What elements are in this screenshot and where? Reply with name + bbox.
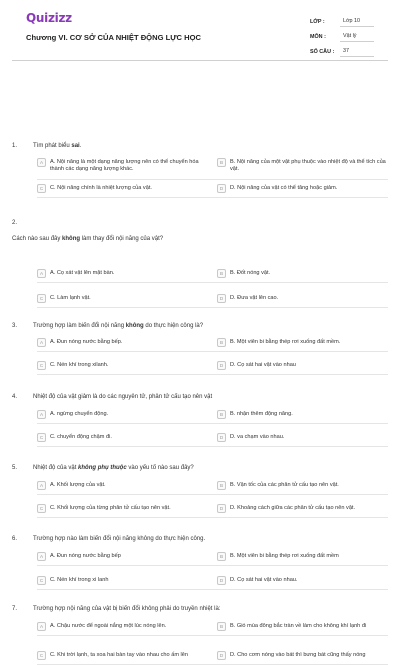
question-number: 7. xyxy=(12,606,18,612)
option-letter-box: A xyxy=(37,269,46,278)
header-divider xyxy=(12,60,388,61)
option-letter-box: C xyxy=(37,651,46,660)
option-letter-box: B xyxy=(217,410,226,419)
meta-value: Lớp 10 xyxy=(340,16,374,27)
question-number: 2. xyxy=(12,220,18,226)
question-1 xyxy=(12,142,388,191)
option-letter-box: C xyxy=(37,294,46,303)
question-text-end: vào yếu tố nào sau đây? xyxy=(126,465,194,471)
option-letter-box: D xyxy=(217,184,226,193)
question-head xyxy=(12,219,388,243)
row-divider xyxy=(37,517,388,518)
question-list xyxy=(12,126,388,662)
question-text-start: Tìm phát biểu xyxy=(33,143,72,149)
option-text: D. va chạm vào nhau. xyxy=(230,433,285,440)
option-text: B. Gió mùa đông bắc tràn về làm cho không khí lạnh đi xyxy=(230,622,367,629)
option-text: C. chuyển động chậm đi. xyxy=(50,433,112,440)
question-text xyxy=(33,393,388,401)
option-a[interactable] xyxy=(37,338,207,347)
question-5 xyxy=(12,464,388,511)
option-letter-box: D xyxy=(217,294,226,303)
option-letter-box: B xyxy=(217,158,226,167)
meta-box xyxy=(310,14,374,59)
option-letter-box: B xyxy=(217,552,226,561)
option-letter-box: A xyxy=(37,410,46,419)
question-head xyxy=(12,393,388,401)
option-letter-box: D xyxy=(217,504,226,513)
row-divider xyxy=(37,423,388,424)
question-6 xyxy=(12,535,388,583)
option-letter-box: B xyxy=(217,481,226,490)
option-letter-box: A xyxy=(37,338,46,347)
option-c[interactable] xyxy=(37,184,207,193)
question-head xyxy=(12,464,388,472)
option-text: C. Làm lạnh vật. xyxy=(50,294,91,301)
meta-value: 37 xyxy=(340,46,374,57)
row-divider xyxy=(37,589,388,590)
option-letter-box: A xyxy=(37,552,46,561)
question-text-end: . xyxy=(79,143,82,149)
question-text xyxy=(33,142,388,150)
option-text: C. Nội năng chính là nhiệt lượng của vật. xyxy=(50,184,152,191)
quizizz-logo: Quizizz xyxy=(26,11,72,25)
question-text xyxy=(33,464,388,472)
option-letter-box: C xyxy=(37,361,46,370)
option-c[interactable] xyxy=(37,651,207,660)
meta-row-count xyxy=(310,44,374,59)
option-d[interactable] xyxy=(217,576,387,585)
question-keyword: không phụ thuộc xyxy=(78,465,127,471)
question-head xyxy=(12,535,388,543)
row-divider xyxy=(37,197,388,198)
option-b[interactable] xyxy=(217,410,387,419)
worksheet-header xyxy=(12,0,388,62)
option-text: A. ngừng chuyển động. xyxy=(50,410,109,417)
row-divider xyxy=(37,494,388,495)
option-b[interactable] xyxy=(217,622,387,631)
option-letter-box: D xyxy=(217,361,226,370)
option-text: D. Khoảng cách giữa các phân tử cấu tạo nên vật. xyxy=(230,504,356,511)
question-4 xyxy=(12,393,388,440)
option-b[interactable] xyxy=(217,269,387,278)
option-letter-box: A xyxy=(37,481,46,490)
option-letter-box: C xyxy=(37,576,46,585)
option-d[interactable] xyxy=(217,361,387,370)
option-letter-box: A xyxy=(37,622,46,631)
option-text: D. Cho cơm nóng vào bát thì bưng bát cũng thấy nóng xyxy=(230,651,366,658)
option-text: D. Cọ sát hai vật vào nhau. xyxy=(230,576,298,583)
meta-label: SỐ CÂU : xyxy=(310,48,335,55)
question-7 xyxy=(12,605,388,658)
meta-label: MÔN : xyxy=(310,33,326,40)
option-d[interactable] xyxy=(217,294,387,303)
option-text: C. Nén khí trong xilanh. xyxy=(50,361,109,368)
question-number: 1. xyxy=(12,143,18,149)
question-text-start: Trường hợp làm biến đổi nội năng xyxy=(33,323,126,329)
option-letter-box: C xyxy=(37,184,46,193)
option-text: D. Cọ sát hai vật vào nhau xyxy=(230,361,296,368)
option-d[interactable] xyxy=(217,651,387,660)
row-divider xyxy=(37,307,388,308)
row-divider xyxy=(37,635,388,636)
question-head xyxy=(12,142,388,150)
question-number: 6. xyxy=(12,536,18,542)
option-text: A. Cọ xát vật lên mặt bàn. xyxy=(50,269,115,276)
question-head xyxy=(12,605,388,613)
option-letter-box: B xyxy=(217,338,226,347)
question-text xyxy=(33,322,388,330)
option-text: B. nhận thêm động năng. xyxy=(230,410,293,417)
question-keyword: không xyxy=(62,236,81,242)
option-d[interactable] xyxy=(217,184,387,193)
option-c[interactable] xyxy=(37,433,207,442)
question-3 xyxy=(12,322,388,368)
option-text: B. Đốt nóng vật. xyxy=(230,269,271,276)
question-head xyxy=(12,322,388,330)
question-keyword: không xyxy=(125,323,144,329)
question-text xyxy=(33,535,388,543)
question-number: 3. xyxy=(12,323,18,329)
question-number: 4. xyxy=(12,394,18,400)
option-letter-box: A xyxy=(37,158,46,167)
option-a[interactable] xyxy=(37,622,207,631)
option-text: A. Nội năng là một dạng năng lượng nên có thể chuyển hóa thành các dạng năng lượng khác. xyxy=(50,158,199,172)
option-a[interactable] xyxy=(37,410,207,419)
option-c[interactable] xyxy=(37,294,207,303)
option-letter-box: D xyxy=(217,576,226,585)
question-text xyxy=(33,605,388,613)
question-text-start: Trường hợp nội năng của vật bị biến đổi không phải do truyền nhiệt là: xyxy=(33,606,221,612)
option-text: A. Khối lượng của vật. xyxy=(50,481,106,488)
question-text-end: do thực hiện công là? xyxy=(143,323,204,329)
row-divider xyxy=(37,179,388,180)
option-text: C. Nén khí trong xi lanh xyxy=(50,576,109,583)
option-c[interactable] xyxy=(37,576,207,585)
option-b[interactable] xyxy=(217,338,387,347)
option-text: B. Vận tốc của các phân tử cấu tạo nên vật. xyxy=(230,481,339,488)
question-2 xyxy=(12,219,388,301)
option-text: C. Khi trời lạnh, ta xoa hai bàn tay vào nhau cho ấm lên xyxy=(50,651,189,658)
option-letter-box: C xyxy=(37,433,46,442)
row-divider xyxy=(37,565,388,566)
question-keyword: sai xyxy=(71,143,80,149)
row-divider xyxy=(37,351,388,352)
question-text xyxy=(12,235,388,243)
question-text-start: Nhiệt độ của vật giảm là do các nguyên tử, phân tử cấu tạo nên vật xyxy=(33,394,213,400)
question-number: 5. xyxy=(12,465,18,471)
option-text: A. Đun nóng nước bằng bếp xyxy=(50,552,121,559)
question-text-start: Nhiệt độ của vật xyxy=(33,465,79,471)
option-letter-box: C xyxy=(37,504,46,513)
option-text: A. Chậu nước để ngoài nắng một lúc nóng lên. xyxy=(50,622,167,629)
option-text: D. Đưa vật lên cao. xyxy=(230,294,279,301)
option-b[interactable] xyxy=(217,158,387,173)
option-d[interactable] xyxy=(217,504,387,513)
option-letter-box: D xyxy=(217,433,226,442)
option-a[interactable] xyxy=(37,552,207,561)
meta-label: LỚP : xyxy=(310,18,325,25)
option-letter-box: B xyxy=(217,622,226,631)
row-divider xyxy=(37,374,388,375)
question-text-end: làm thay đổi nội năng của vật? xyxy=(80,236,164,242)
option-d[interactable] xyxy=(217,433,387,442)
question-text-start: Trường hợp nào làm biến đổi nội năng không do thực hiện công. xyxy=(33,536,206,542)
option-letter-box: D xyxy=(217,651,226,660)
meta-row-class xyxy=(310,14,374,29)
option-c[interactable] xyxy=(37,361,207,370)
option-a[interactable] xyxy=(37,269,207,278)
meta-row-subject xyxy=(310,29,374,44)
option-text: A. Đun nóng nước bằng bếp. xyxy=(50,338,123,345)
option-text: C. Khối lượng của từng phân tử cấu tạo nên vật. xyxy=(50,504,171,511)
option-text: B. Một viên bi bằng thép rơi xuống đất mềm. xyxy=(230,338,341,345)
option-a[interactable] xyxy=(37,158,207,173)
option-b[interactable] xyxy=(217,481,387,490)
option-a[interactable] xyxy=(37,481,207,490)
option-text: D. Nội năng của vật có thể tăng hoặc giảm. xyxy=(230,184,338,191)
option-letter-box: B xyxy=(217,269,226,278)
option-c[interactable] xyxy=(37,504,207,513)
document-title: Chương VI. CƠ SỞ CỦA NHIỆT ĐỘNG LỰC HỌC xyxy=(26,33,201,42)
option-text: B. Nội năng của một vật phụ thuộc vào nhiệt độ và thể tích của vật. xyxy=(230,158,386,172)
row-divider xyxy=(37,446,388,447)
option-b[interactable] xyxy=(217,552,387,561)
question-text-start: Cách nào sau đây xyxy=(12,236,63,242)
meta-value: Vật lý xyxy=(340,31,374,42)
row-divider xyxy=(37,282,388,283)
option-text: B. Một viên bi bằng thép rơi xuống đất mềm xyxy=(230,552,339,559)
